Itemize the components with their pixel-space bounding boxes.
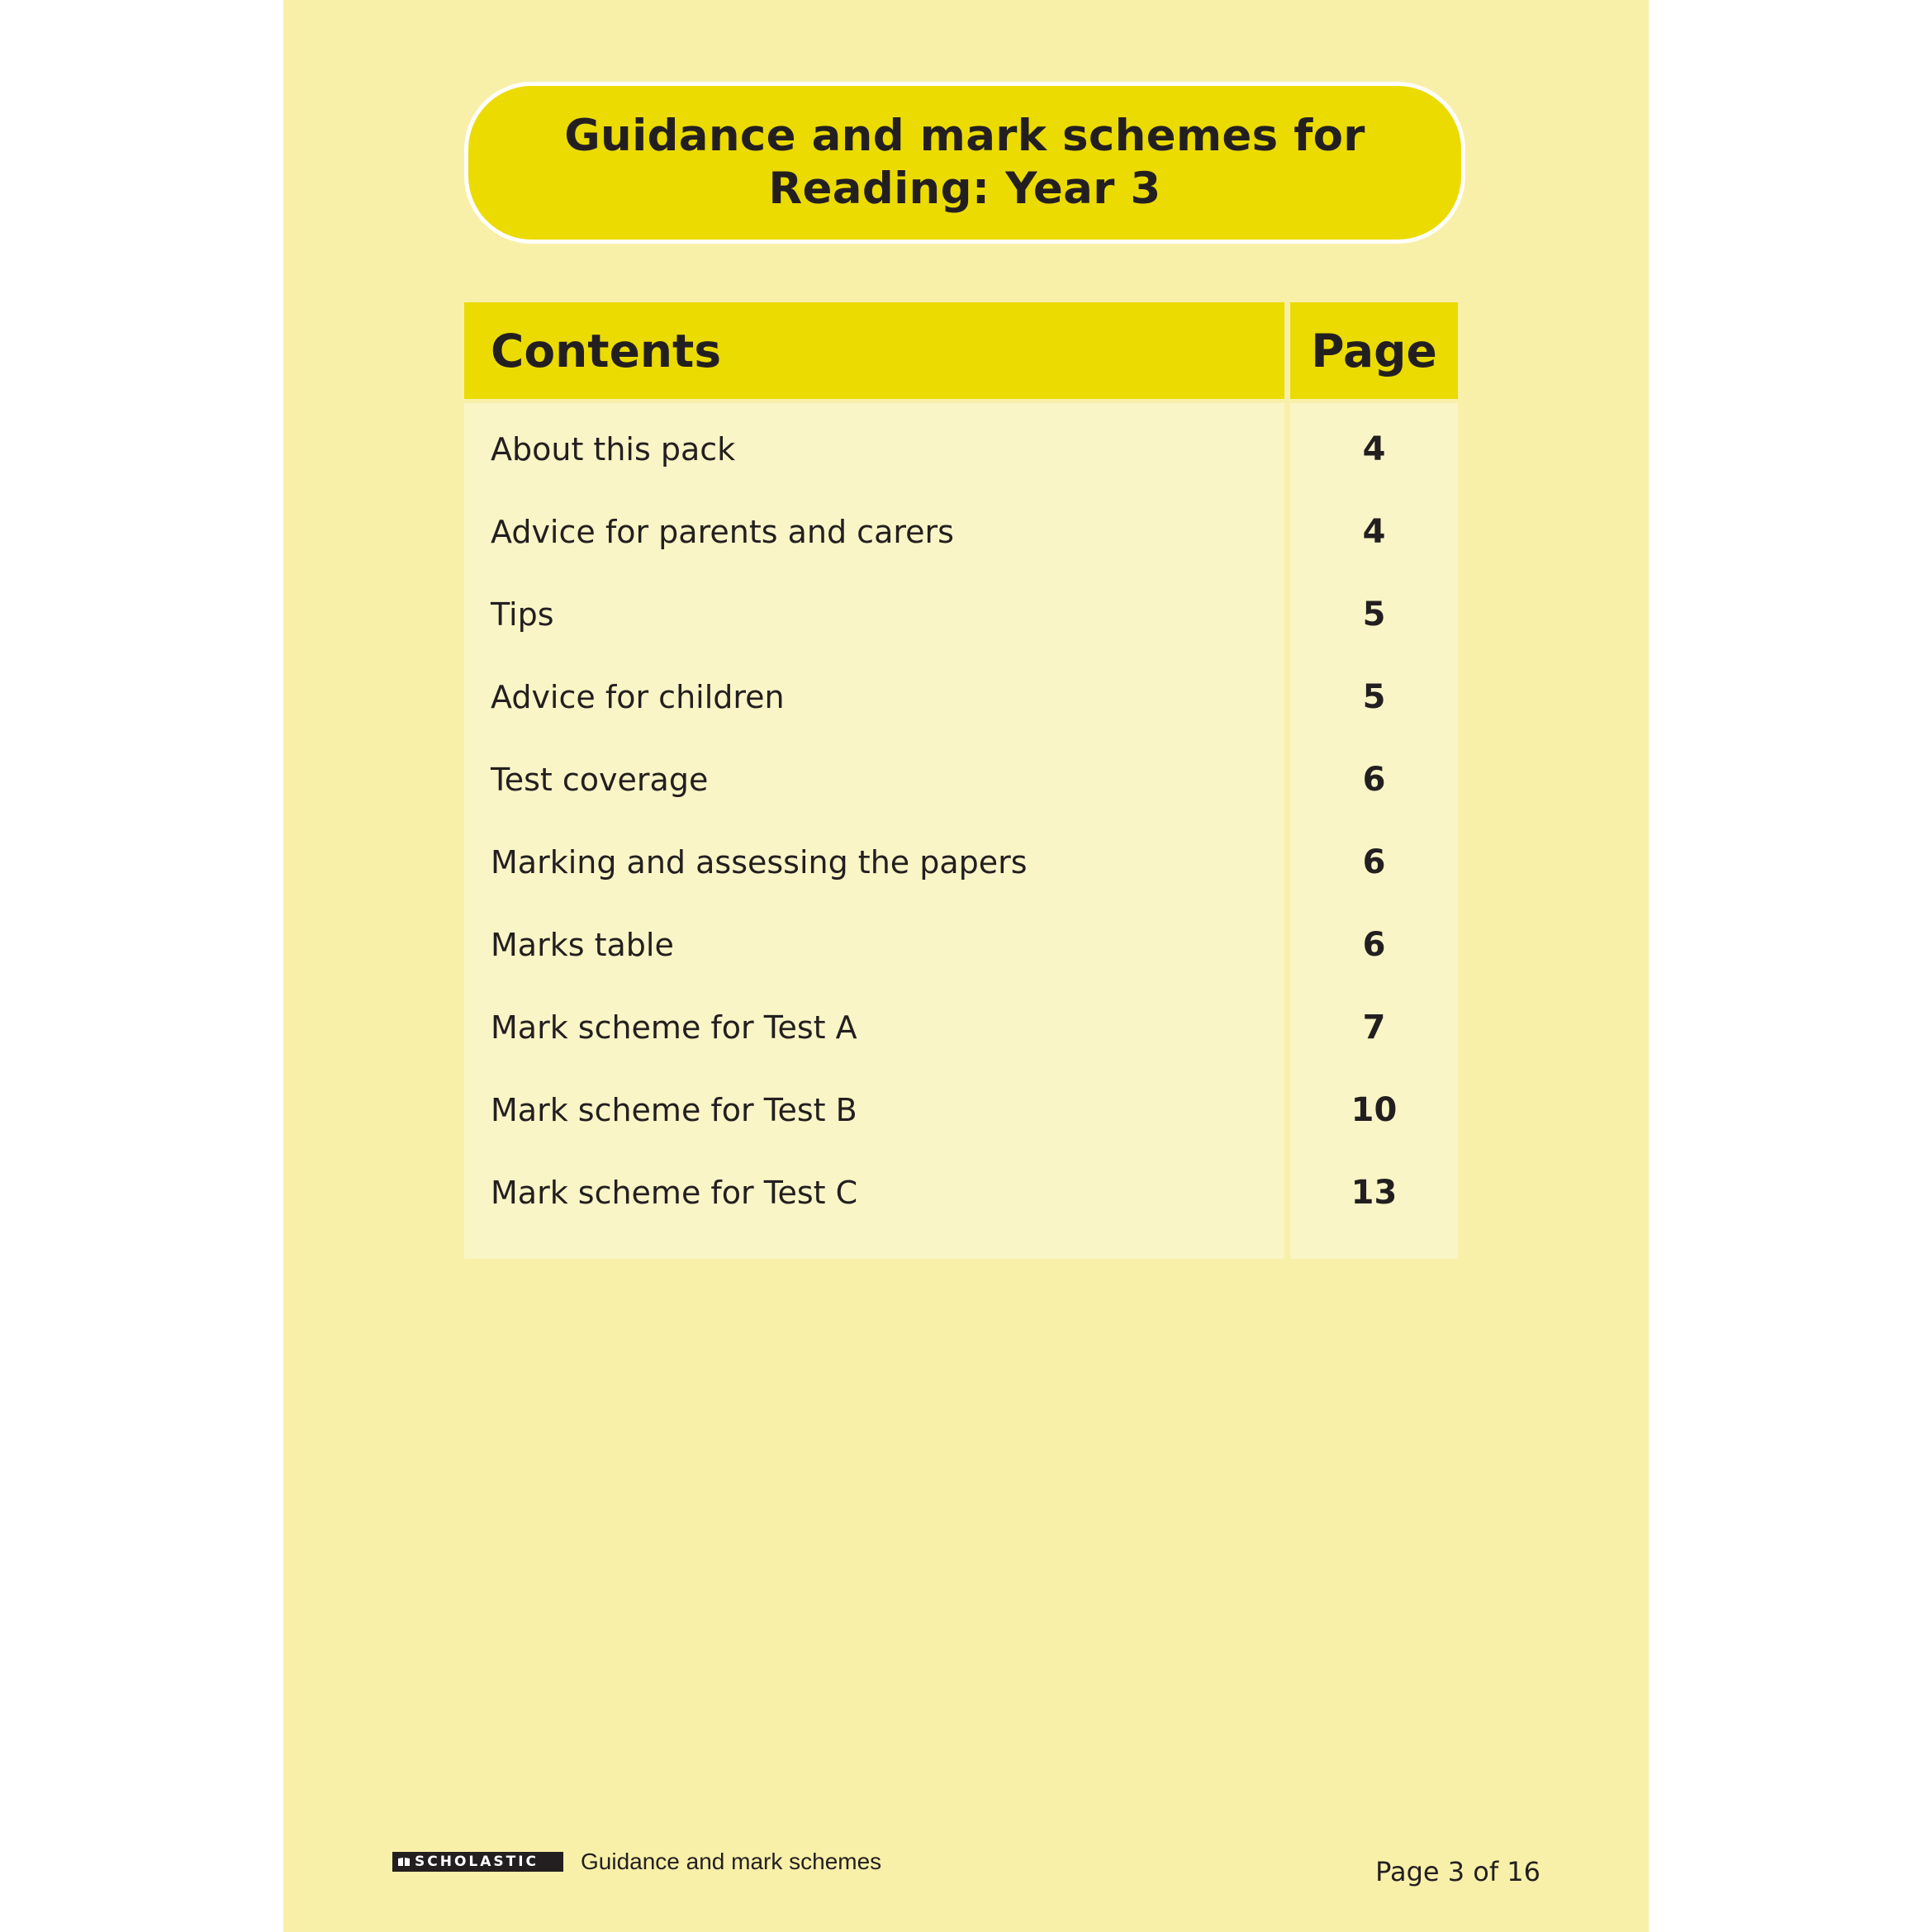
table-row (464, 821, 1458, 904)
scholastic-logo (392, 1852, 563, 1872)
book-icon (397, 1857, 411, 1867)
table-row (464, 1069, 1458, 1151)
table-row (464, 986, 1458, 1069)
logo-text: SCHOLASTIC (415, 1854, 539, 1870)
title-line-1: Guidance and mark schemes for (564, 111, 1365, 161)
row-page-number: 5 (1362, 678, 1386, 716)
contents-table (464, 302, 1458, 1259)
contents-header (464, 302, 1458, 399)
row-title: Advice for children (491, 679, 785, 715)
table-row (464, 491, 1458, 573)
row-title: About this pack (491, 431, 736, 468)
table-row (464, 1151, 1458, 1234)
title-line-2: Reading: Year 3 (768, 164, 1161, 214)
title-banner (464, 82, 1465, 244)
row-title: Mark scheme for Test C (491, 1175, 858, 1211)
row-page-number: 6 (1362, 926, 1386, 964)
document-page (283, 0, 1649, 1932)
contents-rows (464, 403, 1458, 1234)
row-page-number: 4 (1362, 430, 1386, 468)
row-title: Mark scheme for Test A (491, 1009, 857, 1046)
row-title: Advice for parents and carers (491, 514, 954, 550)
row-title: Marking and assessing the papers (491, 844, 1028, 881)
row-page-number: 4 (1362, 513, 1386, 551)
table-row (464, 408, 1458, 491)
row-page-number: 10 (1351, 1091, 1398, 1129)
footer-document-title: Guidance and mark schemes (581, 1849, 882, 1874)
row-page-number: 6 (1362, 843, 1386, 881)
row-page-number: 7 (1362, 1009, 1386, 1047)
row-title: Mark scheme for Test B (491, 1092, 857, 1128)
footer-page-number: Page 3 of 16 (1375, 1856, 1540, 1887)
table-row (464, 738, 1458, 821)
table-row (464, 904, 1458, 986)
row-title: Marks table (491, 927, 674, 963)
row-page-number: 5 (1362, 596, 1386, 634)
contents-column-header: Contents (464, 302, 1284, 399)
page-column-header: Page (1290, 302, 1458, 399)
row-title: Tips (491, 596, 554, 633)
row-title: Test coverage (491, 762, 709, 798)
table-row (464, 656, 1458, 738)
row-page-number: 6 (1362, 761, 1386, 799)
row-page-number: 13 (1351, 1174, 1398, 1212)
table-row (464, 573, 1458, 656)
